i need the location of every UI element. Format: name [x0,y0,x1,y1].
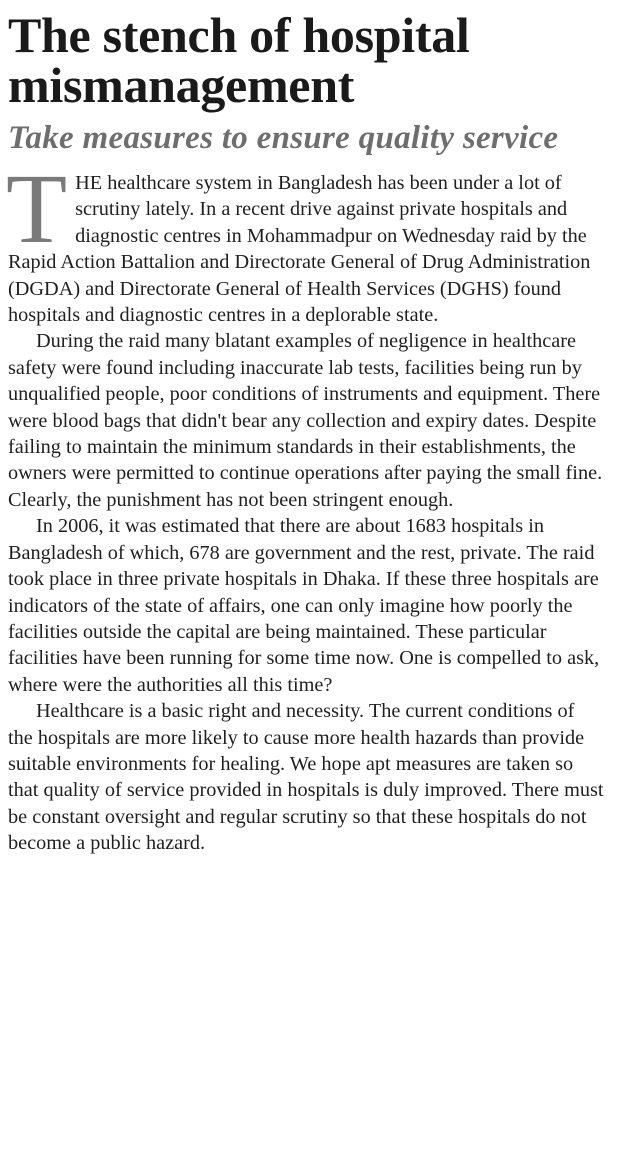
editorial-article [8,0,608,857]
subheadline: Take measures to ensure quality service [8,120,559,156]
drop-cap: T [6,153,68,264]
paragraph-4: Healthcare is a basic right and necessity. The current conditions of the hospitals are more likely to cause more health hazards than provide suitable environments for healing. We hope apt measures are taken so that quality of service provided in hospitals is duly improved. There must be constant oversight and regular scrutiny so that these hospitals do not become a public hazard. [8,700,604,855]
paragraph-1-text: HE healthcare system in Bangladesh has been under a lot of scrutiny lately. In a recent drive against private hospitals and diagnostic centres in Mohammadpur on Wednesday raid by the Rapid Action Battalion and Directorate General of Drug Administration (DGDA) and Directorate General of Health Services (DGHS) found hospitals and diagnostic centres in a deplorable state. [8,172,591,327]
paragraph-3: In 2006, it was estimated that there are about 1683 hospitals in Bangladesh of which, 678 are government and the rest, private. The raid took place in three private hospitals in Dhaka. If these three hospitals are indicators of the state of affairs, one can only imagine how poorly the facilities outside the capital are being maintained. These particular facilities have been running for some time now. One is compelled to ask, where were the authorities all this time? [8,515,600,696]
paragraph-2: During the raid many blatant examples of negligence in healthcare safety were found including inaccurate lab tests, facilities being run by unqualified people, poor conditions of instruments and equipment. There were blood bags that didn't bear any collection and expiry dates. Despite failing to maintain the minimum standards in their establishments, the owners were permitted to continue operations after paying the small fine. Clearly, the punishment has not been stringent enough. [8,330,603,511]
headline: The stench of hospital mismanagement [8,7,470,113]
article-body [6,153,604,857]
paragraph-1 [6,153,604,328]
